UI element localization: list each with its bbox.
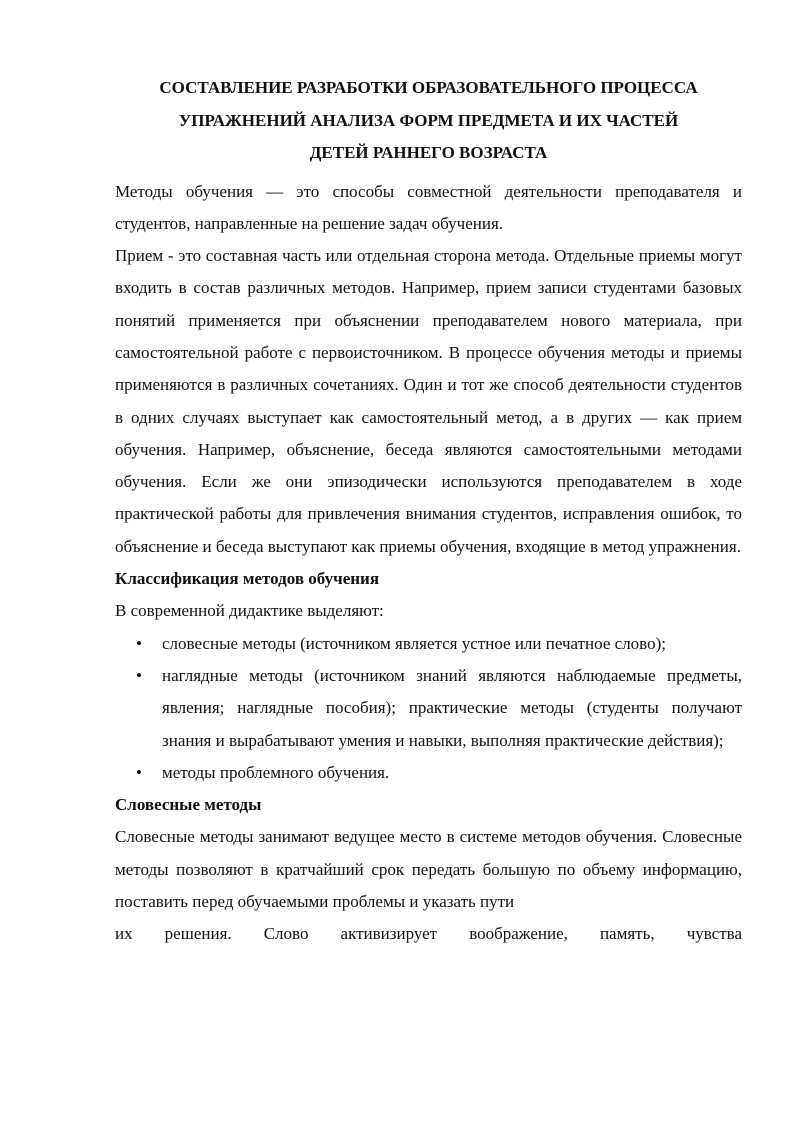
list-item-text: словесные методы (источником является устное или печатное слово); [162,633,666,653]
document-page [115,72,742,951]
list-item [136,757,742,789]
list-item-text: наглядные методы (источником знаний являются наблюдаемые предметы, явления; наглядные пособия); практические методы (студенты получают знания и вырабатывают умения и навыки, выполняя практические действия); [162,665,742,750]
bullet-icon: • [136,665,142,685]
list-item [136,628,742,660]
document-title [115,72,742,170]
paragraph-verbal-methods: Словесные методы занимают ведущее место в системе методов обучения. Словесные методы позволяют в кратчайший срок передать большую по объему информацию, поставить перед обучаемыми проблемы и указать пути [115,827,742,912]
paragraph-verbal-methods-last-line: их решения. Слово активизирует воображение, память, чувства [115,924,742,944]
paragraph-methods-definition: Методы обучения — это способы совместной деятельности преподавателя и студентов, направленные на решение задач обучения. [115,181,742,233]
title-line-1: СОСТАВЛЕНИЕ РАЗРАБОТКИ ОБРАЗОВАТЕЛЬНОГО ПРОЦЕССА [159,78,698,97]
title-line-3: ДЕТЕЙ РАННЕГО ВОЗРАСТА [309,143,548,162]
title-line-2: УПРАЖНЕНИЙ АНАЛИЗА ФОРМ ПРЕДМЕТА И ИХ ЧАСТЕЙ [178,110,679,130]
list-item-text: методы проблемного обучения. [162,762,390,782]
bullet-icon: • [136,762,142,782]
classification-intro: В современной дидактике выделяют: [115,601,384,621]
heading-verbal-methods: Словесные методы [115,795,262,815]
bullet-icon: • [136,633,142,653]
methods-list [115,628,742,789]
paragraph-technique-definition: Прием - это составная часть или отдельная сторона метода. Отдельные приемы могут входить в состав различных методов. Например, прием записи студентами базовых понятий применяется при объяснении преподавателем нового материала, при самостоятельной работе с первоисточником. В процессе обучения методы и приемы применяются в различных сочетаниях. Один и тот же способ деятельности студентов в одних случаях выступает как самостоятельный метод, а в других — как прием обучения. Например, объяснение, беседа являются самостоятельными методами обучения. Если же они эпизодически используются преподавателем в ходе практической работы для привлечения внимания студентов, исправления ошибок, то объяснение и беседа выступают как приемы обучения, входящие в метод упражнения. [115,246,742,556]
list-item [136,660,742,757]
heading-classification: Классификация методов обучения [115,569,380,589]
